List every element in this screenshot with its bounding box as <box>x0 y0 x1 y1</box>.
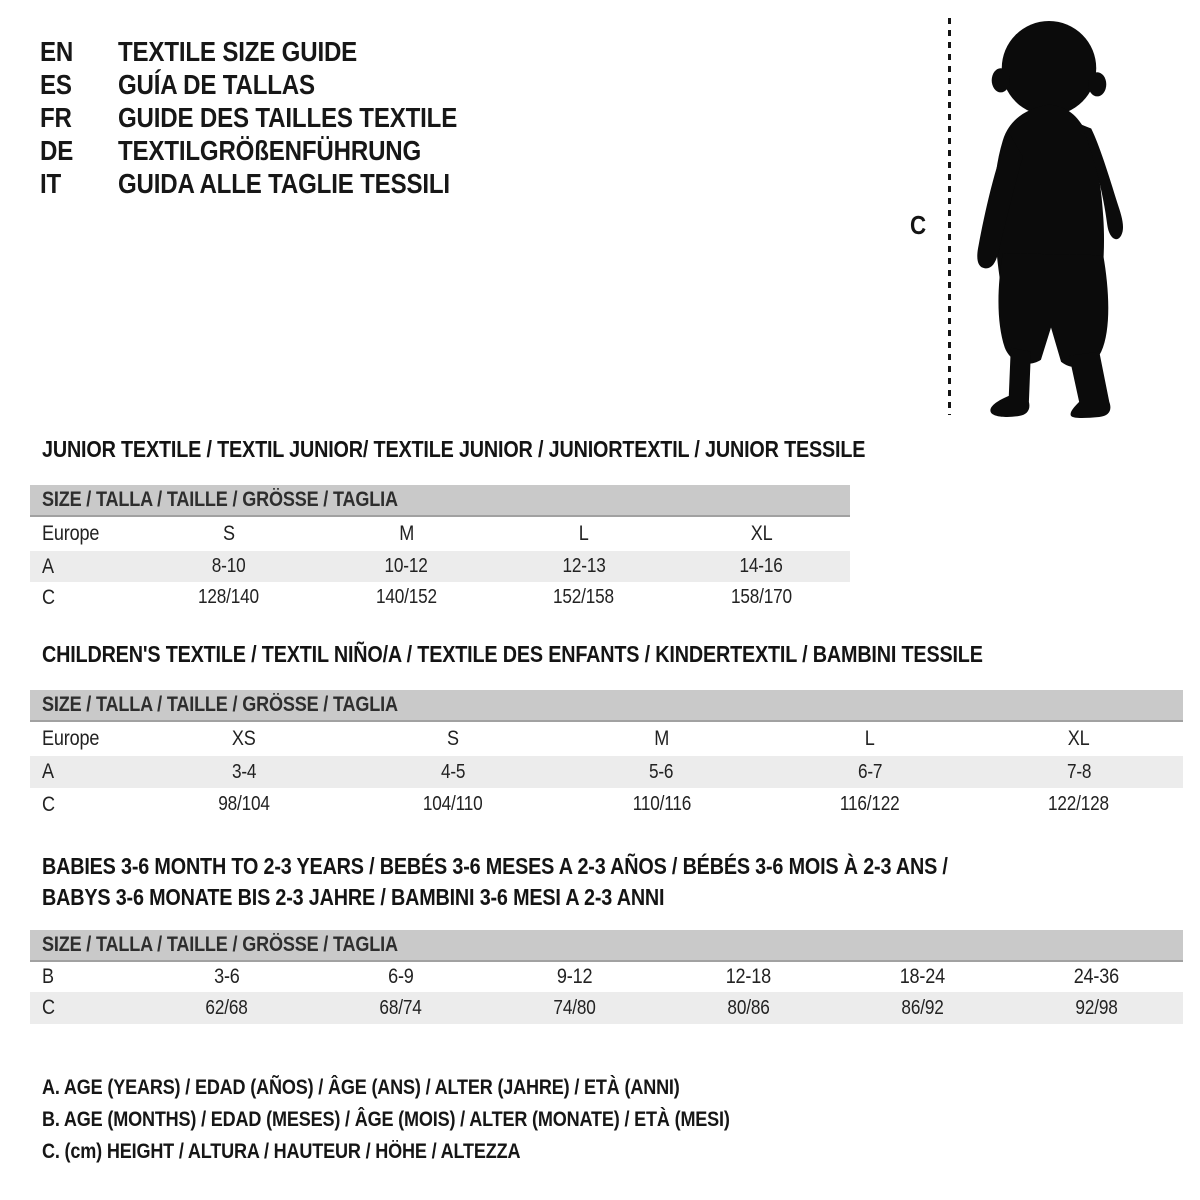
size-column <box>766 727 975 751</box>
babies-section-title <box>42 851 1095 913</box>
size-cell <box>318 586 496 609</box>
size-column-label: L <box>578 522 589 545</box>
size-header-label: SIZE / TALLA / TAILLE / GRÖSSE / TAGLIA <box>42 693 398 716</box>
lang-code: EN <box>40 35 74 67</box>
size-value: 3-4 <box>232 760 257 783</box>
size-value: 104/110 <box>423 793 483 815</box>
size-value: 62/68 <box>205 996 249 1019</box>
size-value: 152/158 <box>553 586 615 608</box>
region-label: Europe <box>42 522 100 545</box>
legend-line-b <box>42 1104 842 1136</box>
size-value: 3-6 <box>214 965 240 988</box>
lang-row-it <box>40 167 512 200</box>
row-label <box>30 522 140 546</box>
size-value: 158/170 <box>730 586 792 608</box>
babies-section-title-line1: BABIES 3-6 MONTH TO 2-3 YEARS / BEBÉS 3-6 MESES A 2-3 AÑOS / BÉBÉS 3-6 MOIS À 2-3 ANS / <box>42 853 948 879</box>
babies-row-c <box>30 992 1183 1024</box>
size-column <box>349 727 558 751</box>
size-cell <box>488 997 662 1020</box>
size-column-label: S <box>446 727 459 750</box>
row-label <box>30 555 140 579</box>
lang-code: ES <box>40 68 72 100</box>
size-cell <box>974 761 1183 784</box>
size-cell <box>314 997 488 1020</box>
lang-title: GUÍA DE TALLAS <box>118 68 315 100</box>
row-label-text: A <box>42 554 54 578</box>
size-value: 24-36 <box>1073 965 1119 988</box>
row-label-text: C <box>42 585 55 609</box>
size-value: 122/128 <box>1048 793 1110 815</box>
size-cell <box>766 761 975 784</box>
size-value: 10-12 <box>384 555 428 577</box>
size-cell <box>661 997 835 1020</box>
size-cell <box>557 793 766 816</box>
size-value: 9-12 <box>556 965 593 988</box>
legend-line-a-text: A. AGE (YEARS) / EDAD (AÑOS) / ÂGE (ANS) / ALTER (JAHRE) / ETÀ (ANNI) <box>42 1076 680 1099</box>
size-value: 6-7 <box>857 760 883 783</box>
size-header-label: SIZE / TALLA / TAILLE / GRÖSSE / TAGLIA <box>42 488 398 511</box>
children-section-title <box>42 641 1136 668</box>
legend-line-b-text: B. AGE (MONTHS) / EDAD (MESES) / ÂGE (MOIS) / ALTER (MONATE) / ETÀ (MESI) <box>42 1108 730 1131</box>
size-cell <box>318 555 496 578</box>
lang-row-en <box>40 35 512 68</box>
lang-row-de <box>40 134 512 167</box>
row-label <box>30 586 140 610</box>
size-header-bar <box>30 485 850 517</box>
lang-row-fr <box>40 101 512 134</box>
row-label <box>30 727 140 751</box>
region-label: Europe <box>42 727 100 750</box>
lang-code: IT <box>40 167 62 199</box>
junior-columns-row <box>30 517 850 551</box>
size-cell <box>557 761 766 784</box>
size-cell <box>766 793 975 816</box>
size-cell <box>835 997 1009 1020</box>
size-cell <box>140 761 349 784</box>
size-cell <box>673 586 851 609</box>
size-column-label: XL <box>1067 727 1090 750</box>
size-column-label: XL <box>750 522 773 545</box>
size-value: 7-8 <box>1066 760 1091 783</box>
size-column <box>557 727 766 751</box>
size-value: 12-13 <box>562 555 606 577</box>
row-label-text: A <box>42 760 54 783</box>
children-size-table <box>30 690 1183 821</box>
measurement-legend <box>42 1072 842 1168</box>
lang-code: DE <box>40 134 74 166</box>
junior-section-title <box>42 436 999 463</box>
size-cell <box>140 555 318 578</box>
size-column-label: S <box>222 522 235 545</box>
size-cell <box>349 761 558 784</box>
size-column-label: M <box>398 522 414 545</box>
size-cell <box>140 586 318 609</box>
children-row-c <box>30 788 1183 821</box>
size-value: 4-5 <box>440 760 466 783</box>
row-label <box>30 996 140 1020</box>
junior-size-table <box>30 485 850 613</box>
row-label <box>30 760 140 784</box>
legend-line-a <box>42 1072 842 1104</box>
size-header-label: SIZE / TALLA / TAILLE / GRÖSSE / TAGLIA <box>42 933 398 956</box>
lang-title: TEXTILE SIZE GUIDE <box>118 35 358 67</box>
size-column <box>495 522 673 546</box>
height-measure-dashed-line <box>948 18 951 415</box>
size-column-label: XS <box>232 727 257 750</box>
size-header-bar <box>30 690 1183 722</box>
children-columns-row <box>30 722 1183 756</box>
size-column <box>140 727 349 751</box>
size-value: 6-9 <box>387 965 414 988</box>
babies-row-b <box>30 962 1183 992</box>
size-cell <box>661 965 835 989</box>
junior-row-a <box>30 551 850 582</box>
size-cell <box>495 555 673 578</box>
size-cell <box>140 793 349 816</box>
size-value: 5-6 <box>649 760 674 783</box>
size-cell <box>974 793 1183 816</box>
size-column <box>318 522 496 546</box>
size-value: 116/122 <box>840 793 900 815</box>
height-measure-label: C <box>910 210 926 240</box>
size-cell <box>349 793 558 816</box>
size-value: 74/80 <box>553 996 596 1019</box>
junior-row-c <box>30 582 850 613</box>
size-value: 68/74 <box>379 996 422 1019</box>
toddler-silhouette-icon <box>964 16 1138 418</box>
size-cell <box>314 965 488 989</box>
size-cell <box>1009 997 1183 1020</box>
size-value: 92/98 <box>1074 996 1118 1019</box>
legend-line-c <box>42 1136 842 1168</box>
lang-title: TEXTILGRÖßENFÜHRUNG <box>118 134 422 166</box>
children-section-title-text: CHILDREN'S TEXTILE / TEXTIL NIÑO/A / TEXTILE DES ENFANTS / KINDERTEXTIL / BAMBINI TESSILE <box>42 641 983 667</box>
size-cell <box>140 965 314 989</box>
size-column-label: L <box>865 727 876 750</box>
size-value: 14-16 <box>739 555 783 577</box>
size-column <box>974 727 1183 751</box>
size-value: 128/140 <box>198 586 260 608</box>
babies-size-table <box>30 930 1183 1024</box>
size-value: 18-24 <box>899 965 945 988</box>
size-cell <box>1009 965 1183 989</box>
size-value: 110/116 <box>632 793 691 815</box>
size-value: 140/152 <box>375 586 437 608</box>
size-header-bar <box>30 930 1183 962</box>
children-row-a <box>30 756 1183 788</box>
size-cell <box>673 555 851 578</box>
size-column-label: M <box>654 727 669 750</box>
size-value: 98/104 <box>218 793 271 815</box>
size-column <box>673 522 851 546</box>
row-label-text: C <box>42 996 55 1019</box>
language-title-block <box>40 35 512 200</box>
size-value: 86/92 <box>901 996 944 1019</box>
size-value: 8-10 <box>211 555 246 577</box>
row-label <box>30 965 140 989</box>
row-label-text: B <box>42 965 54 988</box>
size-value: 12-18 <box>725 965 772 988</box>
row-label-text: C <box>42 792 55 816</box>
size-value: 80/86 <box>727 996 770 1019</box>
size-cell <box>835 965 1009 989</box>
lang-title: GUIDA ALLE TAGLIE TESSILI <box>118 167 450 199</box>
lang-code: FR <box>40 101 72 133</box>
lang-title: GUIDE DES TAILLES TEXTILE <box>118 101 458 133</box>
row-label <box>30 793 140 817</box>
size-cell <box>495 586 673 609</box>
legend-line-c-text: C. (cm) HEIGHT / ALTURA / HAUTEUR / HÖHE / ALTEZZA <box>42 1140 521 1163</box>
size-cell <box>140 997 314 1020</box>
lang-row-es <box>40 68 512 101</box>
junior-section-title-text: JUNIOR TEXTILE / TEXTIL JUNIOR/ TEXTILE JUNIOR / JUNIORTEXTIL / JUNIOR TESSILE <box>42 436 866 462</box>
size-cell <box>488 965 662 989</box>
babies-section-title-line2: BABYS 3-6 MONATE BIS 2-3 JAHRE / BAMBINI 3-6 MESI A 2-3 ANNI <box>42 884 665 910</box>
size-column <box>140 522 318 546</box>
